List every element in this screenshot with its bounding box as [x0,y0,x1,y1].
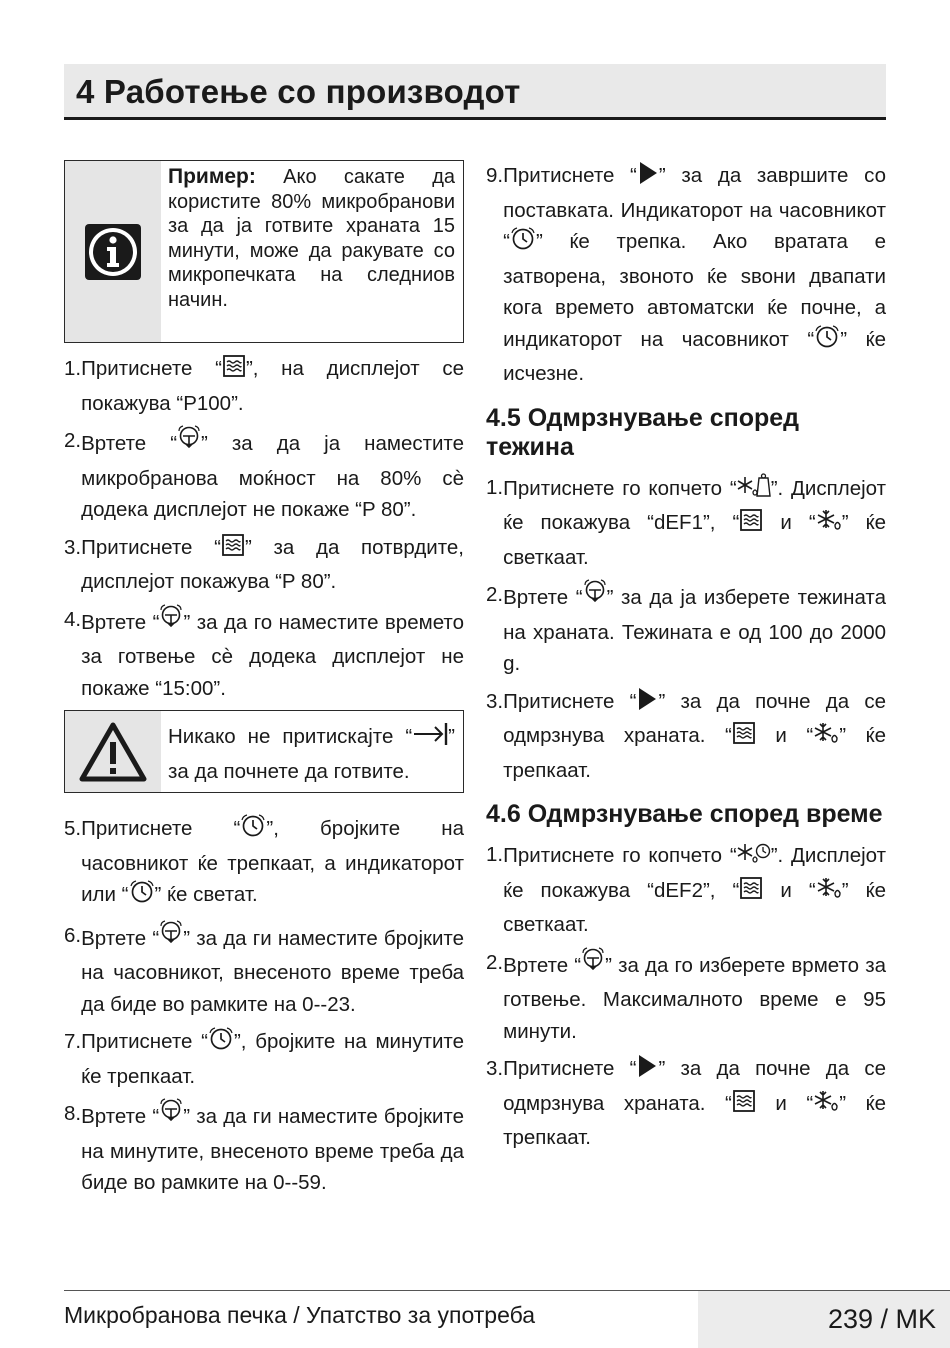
list-item: 2. Вртете “ ” за да го изберете врмето за готвење. Максималното време е 95 минути. [486,947,886,1048]
play-icon [636,687,658,721]
section-heading: 4.5 Одмрзнување според тежина [486,403,800,461]
microwave-icon [739,508,763,542]
warning-box [64,710,464,793]
microwave-icon [222,354,246,388]
page-number-box [698,1291,950,1348]
list-item: 2. Вртете “ ” за да ја изберете тежината на храната. Тежината е од 100 до 2000 g. [486,579,886,680]
page-footer [64,1290,950,1348]
warning-triangle-icon [78,721,148,783]
list-item: 3. Притиснете “ ” за да почне да се одмрзнува храната. “ и “ ” ќе трепкаат. [486,1053,886,1154]
info-icon [84,223,142,281]
microwave-icon [732,721,756,755]
start-arrow-icon [412,722,448,756]
chapter-title: 4 Работење со производот [76,73,521,110]
list-item: 3. Притиснете “ ” за да почне да се одмрзнува храната. “ и “ ” ќе трепкаат. [486,686,886,787]
microwave-icon [221,533,245,567]
defrost-icon [816,508,842,542]
list-item: 2. Вртете “ ” за да ја наместите микробранова моќност на 80% сѐ додека дисплејот не покаже “P 80”. [64,425,464,526]
list-item: 1. Притиснете го копчето “ ”. Дисплејот ќе покажува “dEF1”, “ и “ ” ќе светкаат. [486,472,886,574]
section-heading: 4.6 Одмрзнување според време [486,800,883,828]
clock-icon [510,227,536,261]
list-item: 4. Вртете “ ” за да го наместите времето за готвење сѐ додека дисплејот не покаже “15:00”. [64,604,464,705]
clock-icon [208,1027,234,1061]
play-icon [636,1054,658,1088]
chapter-header [64,64,886,120]
info-note-box [64,160,464,343]
defrost-time-icon [737,839,771,875]
knob-icon [583,579,607,617]
list-item: 7. Притиснете “ ”, бројките на минутите ќе трепкаат. [64,1026,464,1092]
microwave-icon [739,876,763,910]
list-item: 9. Притиснете “ ” за да завршите со поставката. Индикаторот на часовникот “ ” ќе трепка. Ако вратата е затворена, звоното ќе ѕвони двапати кога времето автоматски ќе почне, а индикаторот на часовникот “ ” ќе исчезне. [486,160,886,390]
microwave-icon [732,1089,756,1123]
page-number: 239 / MK [827,1304,936,1334]
clock-icon [814,325,840,359]
list-item: 1. Притиснете го копчето “ ”. Дисплејот ќе покажува “dEF2”, “ и “ ” ќе светкаат. [486,839,886,941]
clock-icon [129,880,155,914]
list-item: 5. Притиснете “ ”, бројките на часовникот ќе трепкаат, а индикаторот или “ ” ќе светат. [64,813,464,914]
left-column [64,160,464,1205]
warning-text: Никако не притискајте “ ” за да почнете да готвите. [161,711,463,792]
list-item: 6. Вртете “ ” за да ги наместите бројките на часовникот, внесеното време треба да биде во рамките на 0--23. [64,920,464,1021]
info-note-label: Пример: [168,165,256,188]
info-note-text: Пример: Ако сакате да користите 80% микробранови за да ја готвите храната 15 минути, може да ракувате со микропечката на следниов начин. [168,165,455,311]
knob-icon [581,947,605,985]
footer-title: Микробранова печка / Упатство за употреба [64,1302,536,1328]
knob-icon [159,604,183,642]
defrost-icon [816,876,842,910]
list-item: 1. Притиснете “ ”, на дисплејот се покажува “P100”. [64,353,464,419]
play-icon [637,161,659,195]
list-item: 8. Вртете “ ” за да ги наместите бројките на минутите, внесеното време треба да биде во рамките на 0--59. [64,1098,464,1199]
defrost-icon [813,1089,839,1123]
list-item: 3. Притиснете “ ” за да потврдите, дисплејот покажува “P 80”. [64,532,464,598]
knob-icon [159,920,183,958]
knob-icon [177,425,201,463]
right-column [486,160,886,1160]
defrost-icon [813,721,839,755]
knob-icon [159,1098,183,1136]
clock-icon [240,814,266,848]
defrost-weight-icon [737,472,771,508]
